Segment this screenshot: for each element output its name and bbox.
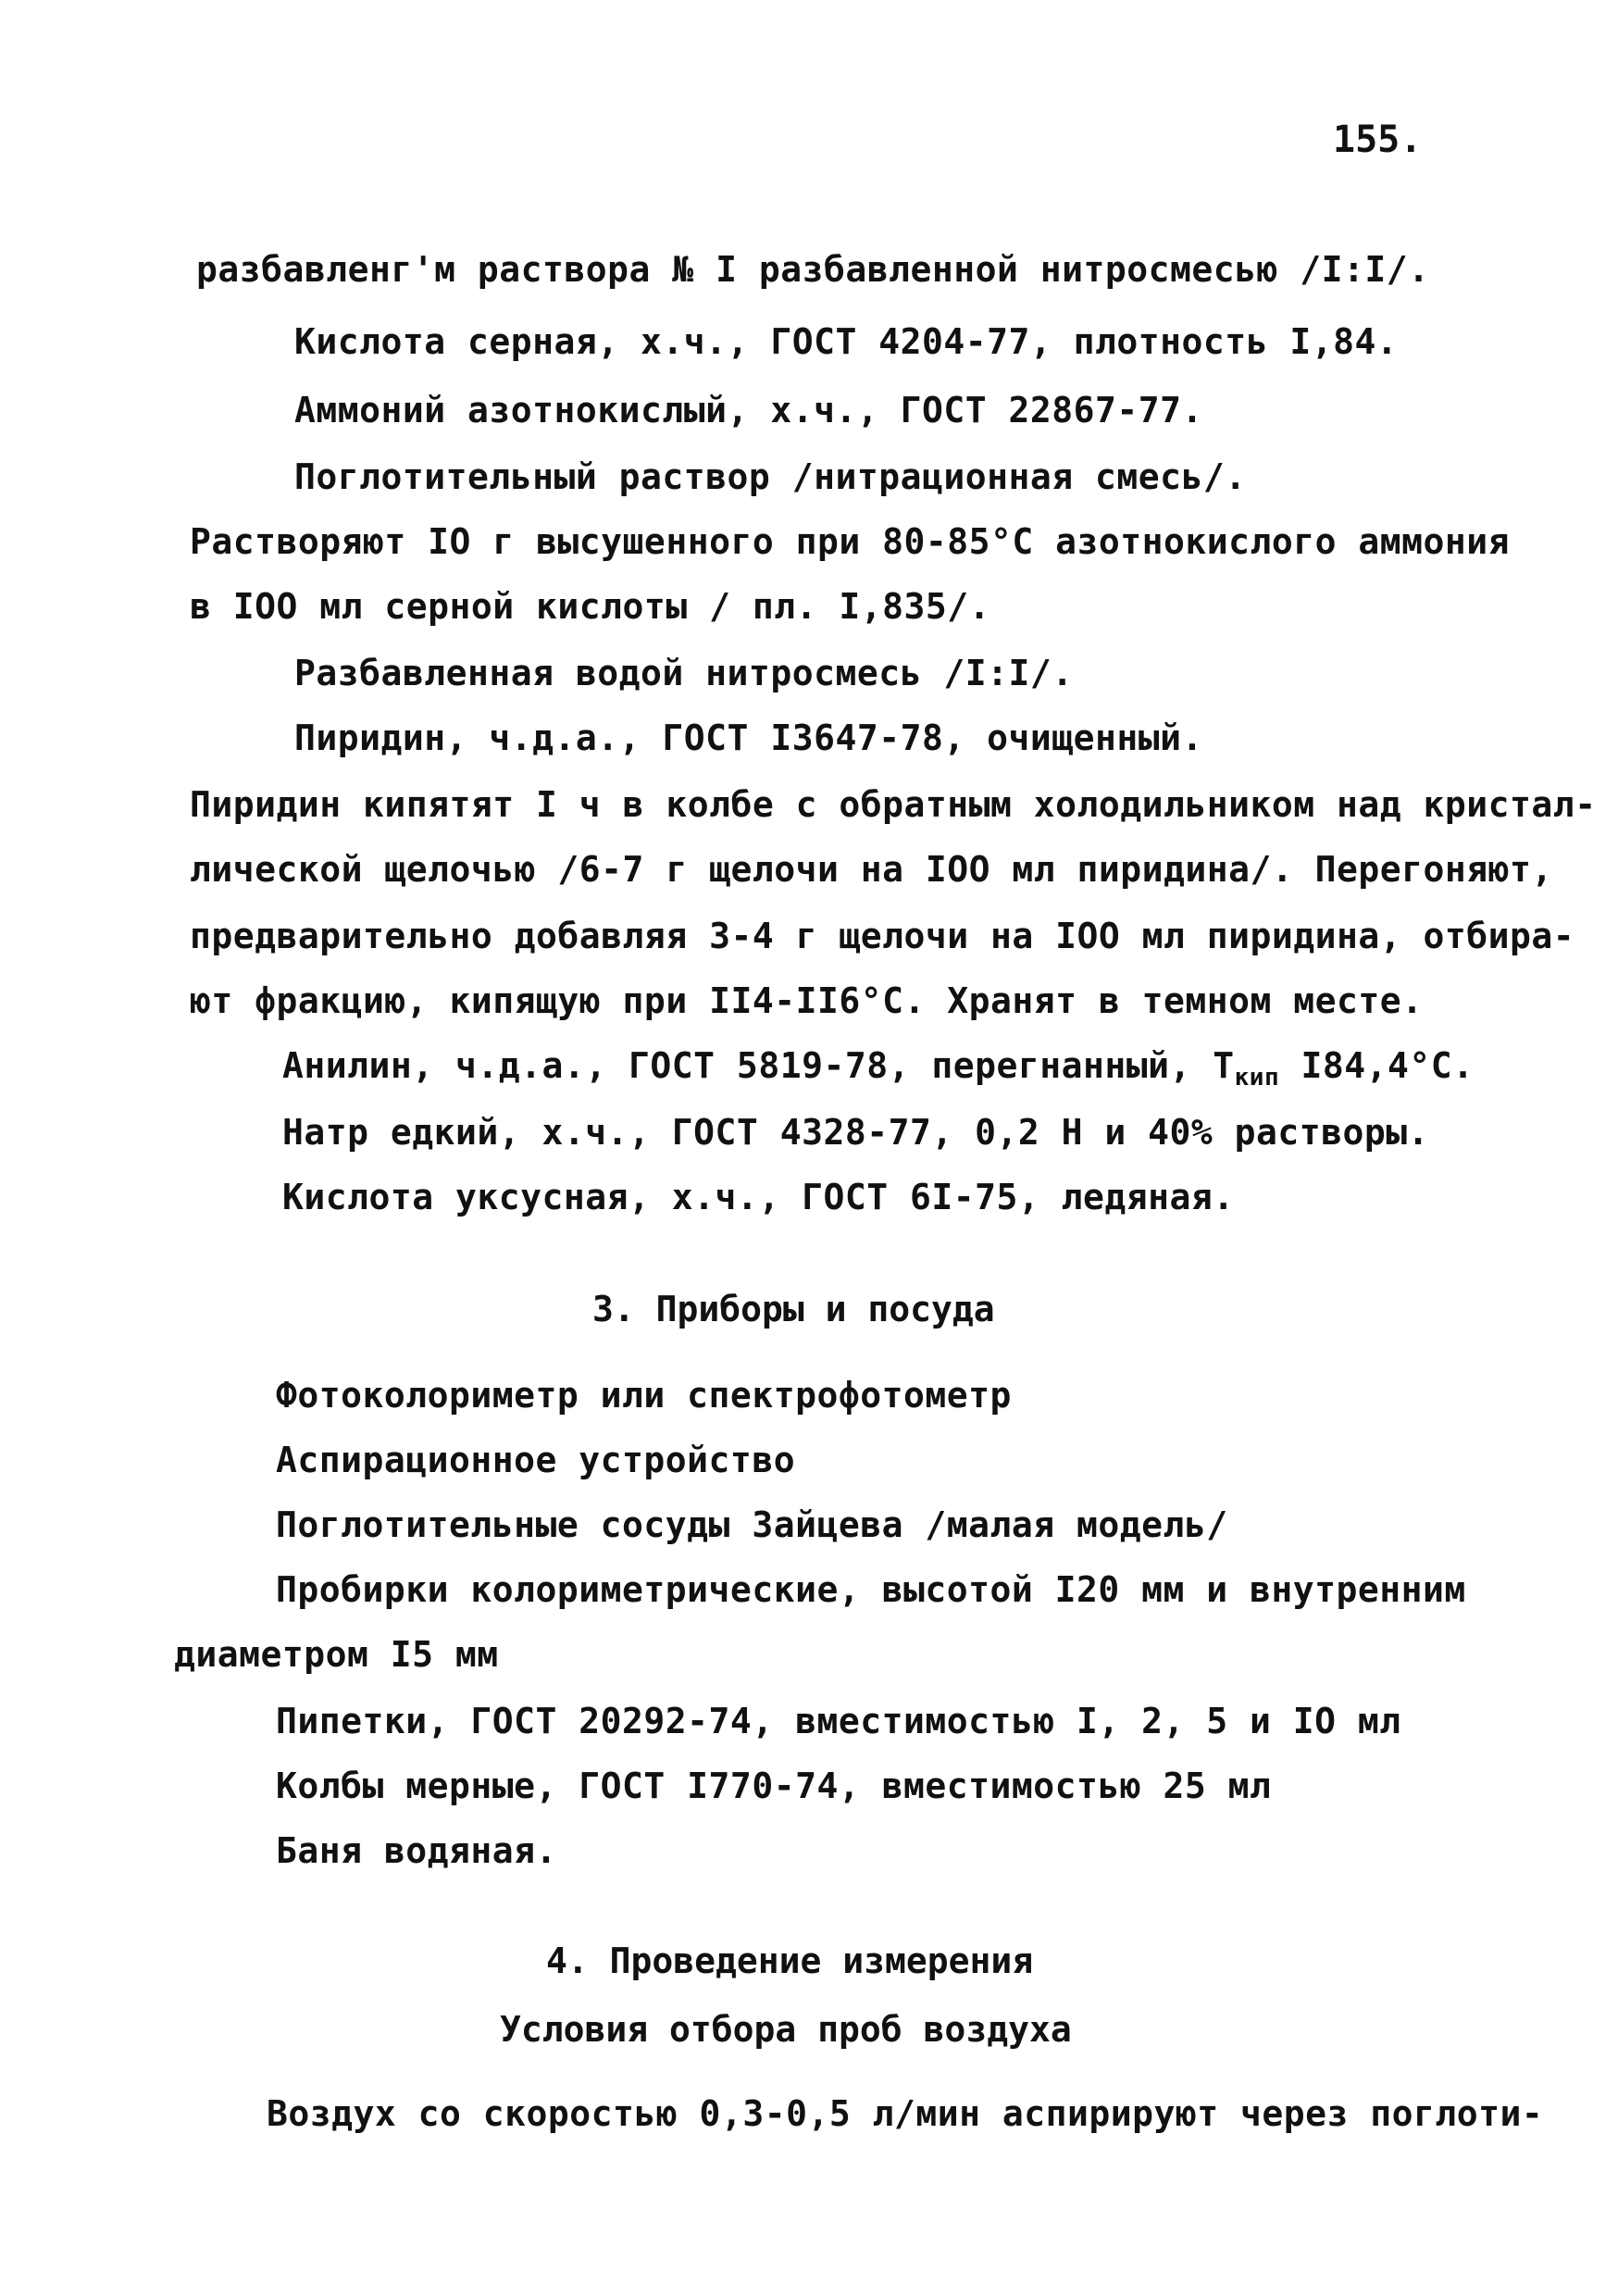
text-line: Баня водяная. <box>276 1830 557 1871</box>
text-line: лической щелочью /6-7 г щелочи на IOO мл пиридина/. Перегоняют, <box>190 849 1553 890</box>
text-line: предварительно добавляя 3-4 г щелочи на IOO мл пиридина, отбира- <box>190 916 1575 956</box>
text-line: Пиридин кипятят I ч в колбе с обратным холодильником над кристал- <box>190 784 1597 825</box>
aniline-line <box>282 1045 1475 1092</box>
text-line: Пиридин, ч.д.а., ГОСТ I3647-78, очищенный. <box>294 718 1203 758</box>
text-line: Разбавленная водой нитросмесь /I:I/. <box>294 653 1074 693</box>
text-line: Воздух со скоростью 0,3-0,5 л/мин аспирируют через поглоти- <box>267 2093 1544 2134</box>
text-line: Поглотительные сосуды Зайцева /малая модель/ <box>276 1504 1228 1545</box>
text-line: Кислота серная, х.ч., ГОСТ 4204-77, плотность I,84. <box>294 321 1399 362</box>
text-line: Растворяют IO г высушенного при 80-85°C азотнокислого аммония <box>190 521 1511 562</box>
text-line: Кислота уксусная, х.ч., ГОСТ 6I-75, ледяная. <box>282 1177 1235 1217</box>
aniline-text: Анилин, ч.д.а., ГОСТ 5819-78, перегнанный, T <box>282 1045 1235 1086</box>
aniline-tail: I84,4°C. <box>1279 1045 1475 1086</box>
page-number: 155. <box>1333 119 1423 161</box>
aniline-subscript: кип <box>1234 1064 1280 1092</box>
text-line: Аспирационное устройство <box>276 1440 796 1480</box>
section-heading: 4. Проведение измерения <box>546 1940 1034 1981</box>
text-line: Натр едкий, х.ч., ГОСТ 4328-77, 0,2 Н и 40% растворы. <box>282 1112 1430 1153</box>
text-line: в IOO мл серной кислоты / пл. I,835/. <box>190 586 990 627</box>
text-line: разбавленг'м раствора № I разбавленной нитросмесью /I:I/. <box>196 249 1430 290</box>
text-line: Пипетки, ГОСТ 20292-74, вместимостью I, 2, 5 и IO мл <box>276 1701 1401 1741</box>
section-subheading: Условия отбора проб воздуха <box>500 2009 1072 2050</box>
text-line: ют фракцию, кипящую при II4-II6°C. Хранят в темном месте. <box>190 980 1424 1021</box>
text-line: Пробирки колориметрические, высотой I20 мм и внутренним <box>276 1569 1466 1610</box>
section-heading: 3. Приборы и посуда <box>592 1289 995 1329</box>
text-line: Поглотительный раствор /нитрационная смесь/. <box>294 456 1247 497</box>
text-line: Фотоколориметр или спектрофотометр <box>276 1375 1012 1416</box>
text-line: Аммоний азотнокислый, х.ч., ГОСТ 22867-77. <box>294 390 1203 430</box>
text-line: диаметром I5 мм <box>174 1634 499 1675</box>
text-line: Колбы мерные, ГОСТ I770-74, вместимостью 25 мл <box>276 1766 1272 1806</box>
